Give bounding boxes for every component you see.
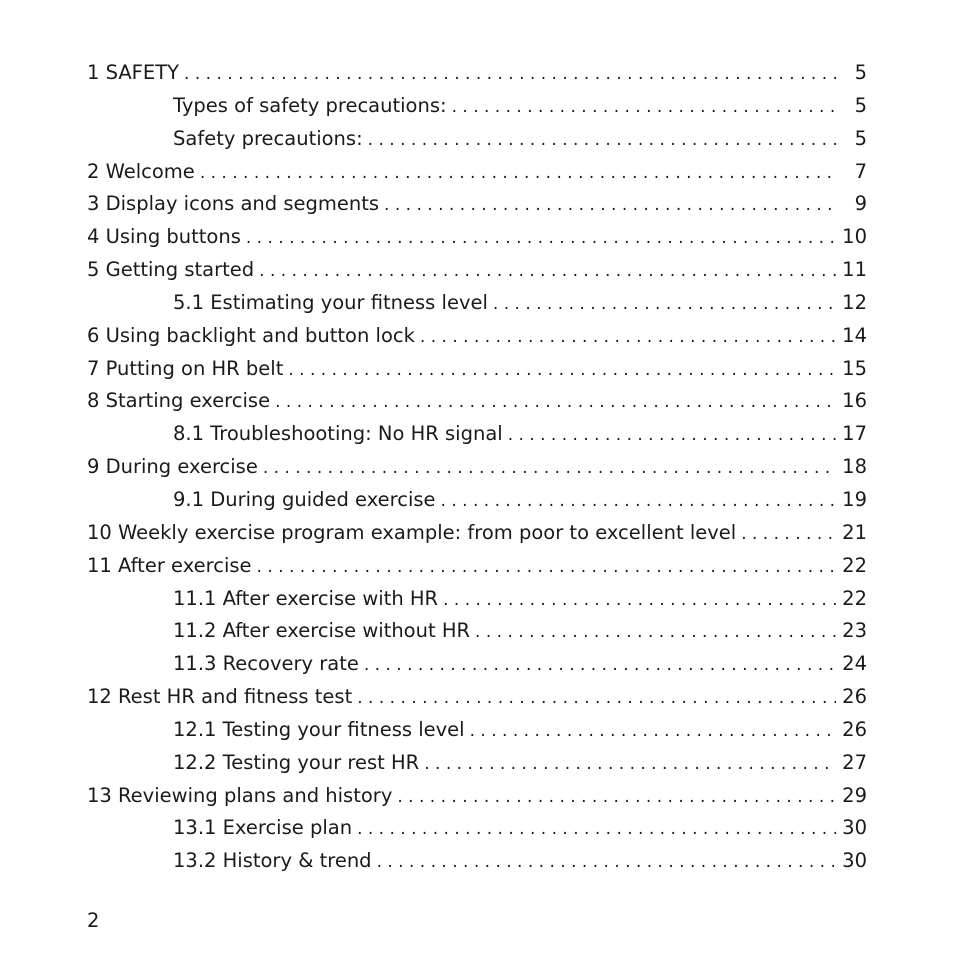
toc-entry[interactable] bbox=[87, 845, 867, 878]
toc-entry-title: 2 Welcome bbox=[87, 159, 195, 183]
toc-entry-title: 8 Starting exercise bbox=[87, 389, 271, 413]
toc-entry-page: 22 bbox=[842, 586, 867, 610]
toc-dot-leader bbox=[397, 781, 836, 814]
toc-entry-title: 12.1 Testing your fitness level bbox=[173, 717, 465, 741]
toc-entry[interactable] bbox=[87, 583, 867, 616]
toc-entry-page: 11 bbox=[842, 258, 867, 282]
toc-dot-leader bbox=[493, 288, 836, 321]
toc-entry-title: 9 During exercise bbox=[87, 455, 258, 479]
toc-dot-leader bbox=[357, 682, 836, 715]
toc-entry-title: Safety precautions: bbox=[173, 126, 363, 150]
toc-entry[interactable] bbox=[87, 780, 867, 813]
toc-entry-title: 9.1 During guided exercise bbox=[173, 487, 436, 511]
toc-dot-leader bbox=[275, 386, 836, 419]
toc-dot-leader bbox=[377, 846, 837, 879]
toc-entry-title: 3 Display icons and segments bbox=[87, 192, 380, 216]
toc-entry[interactable] bbox=[87, 320, 867, 353]
toc-dot-leader bbox=[470, 715, 837, 748]
toc-entry-title: 11.1 After exercise with HR bbox=[173, 586, 439, 610]
toc-dot-leader bbox=[424, 748, 836, 781]
toc-dot-leader bbox=[357, 813, 836, 846]
toc-entry-title: 5.1 Estimating your fitness level bbox=[173, 290, 488, 314]
toc-dot-leader bbox=[200, 157, 837, 190]
toc-dot-leader bbox=[443, 584, 836, 617]
toc-entry-title: 12.2 Testing your rest HR bbox=[173, 750, 420, 774]
toc-entry-page: 12 bbox=[842, 290, 867, 314]
toc-entry-page: 18 bbox=[842, 455, 867, 479]
toc-entry-page: 19 bbox=[842, 487, 867, 511]
toc-entry-page: 26 bbox=[842, 717, 867, 741]
toc-entry-page: 9 bbox=[854, 192, 867, 216]
toc-dot-leader bbox=[364, 649, 836, 682]
toc-entry[interactable] bbox=[87, 484, 867, 517]
toc-dot-leader bbox=[441, 485, 837, 518]
toc-entry-page: 17 bbox=[842, 422, 867, 446]
toc-entry[interactable] bbox=[87, 123, 867, 156]
toc-entry-page: 24 bbox=[842, 652, 867, 676]
toc-entry-title: Types of safety precautions: bbox=[173, 93, 447, 117]
toc-entry-page: 15 bbox=[842, 356, 867, 380]
toc-entry-title: 5 Getting started bbox=[87, 258, 255, 282]
toc-entry-title: 6 Using backlight and button lock bbox=[87, 323, 415, 347]
toc-entry[interactable] bbox=[87, 221, 867, 254]
toc-entry-page: 29 bbox=[842, 783, 867, 807]
toc-dot-leader bbox=[384, 189, 837, 222]
toc-dot-leader bbox=[452, 91, 837, 124]
toc-dot-leader bbox=[368, 124, 837, 157]
toc-entry[interactable] bbox=[87, 615, 867, 648]
toc-entry[interactable] bbox=[87, 747, 867, 780]
toc-entry-title: 4 Using buttons bbox=[87, 225, 241, 249]
toc-entry-page: 26 bbox=[842, 685, 867, 709]
toc-dot-leader bbox=[475, 616, 836, 649]
toc-entry[interactable] bbox=[87, 550, 867, 583]
toc-entry[interactable] bbox=[87, 188, 867, 221]
toc-entry[interactable] bbox=[87, 451, 867, 484]
toc-entry[interactable] bbox=[87, 353, 867, 386]
toc-entry-title: 13.2 History & trend bbox=[173, 849, 372, 873]
toc-dot-leader bbox=[259, 255, 836, 288]
toc-entry[interactable] bbox=[87, 714, 867, 747]
toc-entry[interactable] bbox=[87, 254, 867, 287]
toc-entry-title: 13 Reviewing plans and history bbox=[87, 783, 393, 807]
toc-entry[interactable] bbox=[87, 418, 867, 451]
toc-entry[interactable] bbox=[87, 648, 867, 681]
toc-dot-leader bbox=[420, 321, 836, 354]
toc-entry-page: 5 bbox=[854, 61, 867, 84]
toc-entry-page: 14 bbox=[842, 323, 867, 347]
toc-dot-leader bbox=[508, 419, 836, 452]
toc-dot-leader bbox=[246, 222, 836, 255]
toc-entry-title: 12 Rest HR and fitness test bbox=[87, 685, 353, 709]
toc-entry-title: 11.3 Recovery rate bbox=[173, 652, 359, 676]
toc-dot-leader bbox=[741, 518, 836, 551]
toc-entry-page: 27 bbox=[842, 750, 867, 774]
toc-entry-page: 22 bbox=[842, 553, 867, 577]
toc-entry[interactable] bbox=[87, 57, 867, 90]
toc-dot-leader bbox=[263, 452, 836, 485]
toc-entry-title: 1 SAFETY bbox=[87, 61, 180, 84]
toc-entry[interactable] bbox=[87, 90, 867, 123]
toc-entry-title: 8.1 Troubleshooting: No HR signal bbox=[173, 422, 503, 446]
toc-entry[interactable] bbox=[87, 156, 867, 189]
toc-entry-page: 7 bbox=[854, 159, 867, 183]
toc-dot-leader bbox=[184, 58, 837, 91]
toc-entry-title: 10 Weekly exercise program example: from poor to excellent level bbox=[87, 520, 737, 544]
toc-entry-title: 7 Putting on HR belt bbox=[87, 356, 284, 380]
toc-entry-title: 13.1 Exercise plan bbox=[173, 816, 353, 840]
toc-dot-leader bbox=[288, 354, 836, 387]
toc-entry[interactable] bbox=[87, 812, 867, 845]
toc-entry[interactable] bbox=[87, 681, 867, 714]
toc-entry-page: 10 bbox=[842, 225, 867, 249]
toc-entry-page: 23 bbox=[842, 619, 867, 643]
toc-entry-page: 16 bbox=[842, 389, 867, 413]
toc-entry-page: 30 bbox=[842, 816, 867, 840]
toc-entry-page: 21 bbox=[842, 520, 867, 544]
toc-entry[interactable] bbox=[87, 517, 867, 550]
toc-entry-page: 5 bbox=[854, 93, 867, 117]
page-number: 2 bbox=[87, 909, 100, 932]
toc-entry[interactable] bbox=[87, 385, 867, 418]
toc-entry-title: 11.2 After exercise without HR bbox=[173, 619, 471, 643]
toc-entry-page: 30 bbox=[842, 849, 867, 873]
table-of-contents bbox=[87, 57, 867, 878]
toc-entry-page: 5 bbox=[854, 126, 867, 150]
toc-entry[interactable] bbox=[87, 287, 867, 320]
toc-entry-title: 11 After exercise bbox=[87, 553, 252, 577]
toc-dot-leader bbox=[257, 551, 837, 584]
